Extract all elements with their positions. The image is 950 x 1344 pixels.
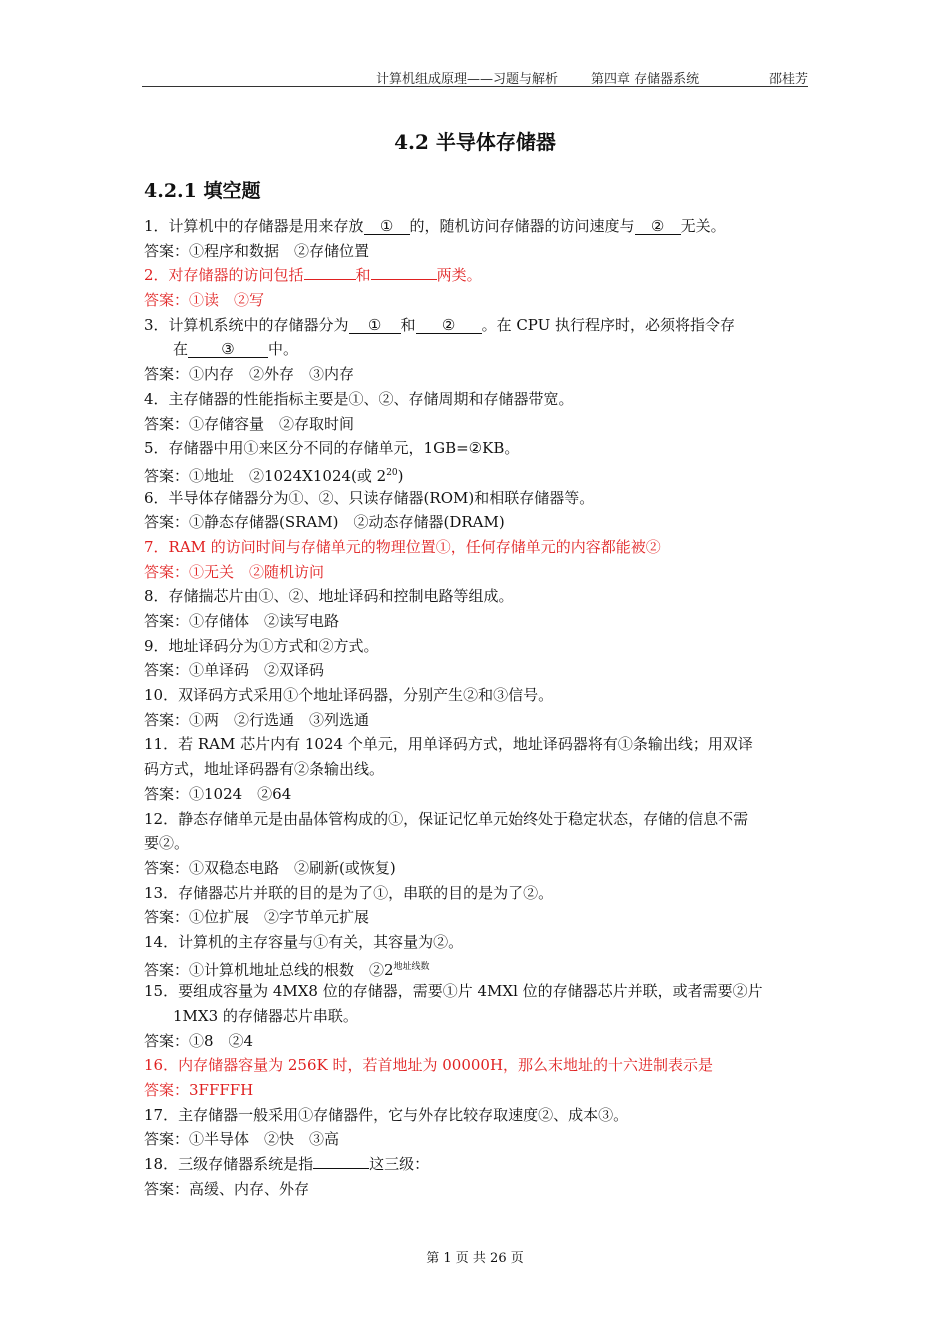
blank-field: ①	[349, 317, 401, 334]
answer-3: 答案：①内存 ②外存 ③内存	[144, 365, 355, 384]
header-book-title: 计算机组成原理——习题与解析	[376, 72, 559, 87]
question-18: 18．三级存储器系统是指 这三级：	[144, 1155, 430, 1174]
answer-18: 答案：高缓、内存、外存	[144, 1179, 310, 1198]
subsection-title: 4.2.1 填空题	[144, 180, 261, 202]
answer-8: 答案：①存储体 ②读写电路	[144, 612, 340, 630]
question-15: 15．要组成容量为 4MX8 位的存储器，需要①片 4MXl 位的存储器芯片并联，或者需要②片	[144, 982, 763, 1001]
question-13: 13．存储器芯片并联的目的是为了①，串联的目的是为了②。	[144, 883, 554, 902]
answer-9: 答案：①单译码 ②双译码	[144, 661, 325, 680]
answer-1: 答案：①程序和数据 ②存储位置	[144, 241, 370, 260]
question-15-continued: 1MX3 的存储器芯片串联。	[173, 1007, 358, 1025]
blank-field	[313, 1168, 369, 1169]
question-12: 12．静态存储单元是由晶体管构成的①，保证记忆单元始终处于稳定状态，存储的信息不需	[144, 809, 749, 828]
blank-field: ①	[364, 218, 410, 235]
blank-field: ②	[635, 218, 681, 235]
answer-4: 答案：①存储容量 ②存取时间	[144, 414, 355, 433]
question-5: 5．存储器中用①来区分不同的存储单元，1GB=②KB。	[144, 439, 520, 458]
question-12-continued: 要②。	[144, 834, 190, 853]
question-3: 3．计算机系统中的存储器分为 ① 和 ② 。在 CPU 执行程序时，必须将指令存	[144, 315, 736, 334]
answer-17: 答案：①半导体 ②快 ③高	[144, 1130, 340, 1149]
question-10: 10．双译码方式采用①个地址译码器，分别产生②和③信号。	[144, 686, 554, 705]
header-author: 邵桂芳	[768, 72, 808, 87]
question-9: 9．地址译码分为①方式和②方式。	[144, 636, 379, 655]
question-6: 6．半导体存储器分为①、②、只读存储器(ROM)和相联存储器等。	[144, 488, 595, 507]
blank-field: ③	[188, 341, 268, 358]
question-4: 4．主存储器的性能指标主要是①、②、存储周期和存储器带宽。	[144, 389, 574, 408]
question-3-continued: 在 ③ 中。	[173, 340, 299, 359]
header-chapter: 第四章 存储器系统	[591, 72, 700, 87]
answer-13: 答案：①位扩展 ②字节单元扩展	[144, 908, 370, 927]
page-number: 第 1 页 共 26 页	[426, 1251, 524, 1266]
question-11: 11．若 RAM 芯片内有 1024 个单元，用单译码方式，地址译码器将有①条输出线；用双译	[144, 735, 753, 754]
question-11-continued: 码方式，地址译码器有②条输出线。	[144, 760, 385, 779]
blank-field: ②	[416, 317, 482, 334]
answer-2: 答案：①读 ②写	[144, 291, 265, 310]
question-16: 16．内存储器容量为 256K 时，若首地址为 00000H，那么末地址的十六进制表示是	[144, 1056, 714, 1075]
question-list	[144, 214, 808, 1202]
question-17: 17．主存储器一般采用①存储器件，它与外存比较存取速度②、成本③。	[144, 1105, 629, 1124]
blank-field	[371, 279, 437, 280]
answer-10: 答案：①两 ②行选通 ③列选通	[144, 710, 370, 729]
answer-5: 答案：①地址 ②1024X1024(或 $2^{20}$)	[144, 466, 404, 485]
answer-14: 答案：①计算机地址总线的根数 $②2^{地址线数}$	[144, 960, 430, 979]
question-1: 1．计算机中的存储器是用来存放 ① 的，随机访问存储器的访问速度与 ② 无关。	[144, 217, 726, 235]
question-7: 7．RAM 的访问时间与存储单元的物理位置①，任何存储单元的内容都能被②	[144, 537, 661, 556]
page-header	[142, 66, 808, 87]
question-2: 2．对存储器的访问包括 和 两类。	[144, 266, 482, 285]
question-8: 8．存储揣芯片由①、②、地址译码和控制电路等组成。	[144, 587, 514, 606]
answer-16: 答案：3FFFFH	[144, 1081, 254, 1100]
section-title: 4.2 半导体存储器	[394, 130, 556, 154]
answer-6: 答案：①静态存储器(SRAM) ②动态存储器(DRAM)	[144, 513, 505, 532]
blank-field	[304, 279, 356, 280]
question-14: 14．计算机的主存容量与①有关，其容量为②。	[144, 932, 464, 951]
answer-12: 答案：①双稳态电路 ②刷新(或恢复)	[144, 858, 396, 877]
answer-7: 答案：①无关 ②随机访问	[144, 562, 325, 581]
answer-11: 答案：①1024 ②64	[144, 784, 292, 803]
answer-15: 答案：①8 ②4	[144, 1031, 254, 1050]
